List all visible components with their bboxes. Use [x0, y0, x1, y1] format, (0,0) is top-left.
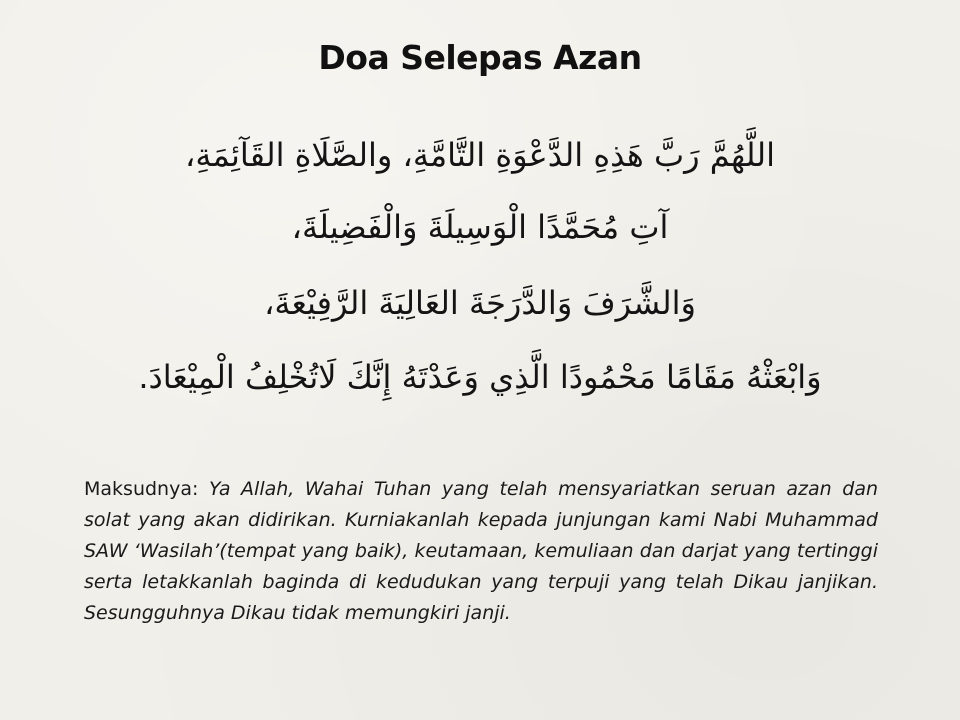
arabic-line-1: اللَّهُمَّ رَبَّ هَذِهِ الدَّعْوَةِ التَّامَّةِ، والصَّلَاةِ القَآئِمَةِ، — [185, 136, 775, 174]
translation-label: Maksudnya: — [84, 478, 199, 500]
translation-text: Ya Allah, Wahai Tuhan yang telah mensyariatkan seruan azan dan solat yang akan didirikan. Kurniakanlah kepada junjungan kami Nabi Muhammad SAW ‘Wasilah’(tempat yang baik), keutamaan, kemuliaan dan darjat yang tertinggi serta letakkanlah baginda di kedudukan yang terpuji yang telah Dikau janjikan. Sesungguhnya Dikau tidak memungkiri janji. — [84, 478, 878, 624]
translation-paragraph — [84, 474, 878, 629]
arabic-line-3: وَالشَّرَفَ وَالدَّرَجَةَ العَالِيَةَ الرَّفِيْعَةَ، — [264, 284, 696, 322]
arabic-line-2: آتِ مُحَمَّدًا الْوَسِيلَةَ وَالْفَضِيلَةَ، — [291, 208, 669, 246]
arabic-line-4: وَابْعَثْهُ مَقَامًا مَحْمُودًا الَّذِي وَعَدْتَهُ إِنَّكَ لَاتُخْلِفُ الْمِيْعَادَ. — [138, 358, 822, 396]
page-title: Doa Selepas Azan — [318, 38, 642, 77]
